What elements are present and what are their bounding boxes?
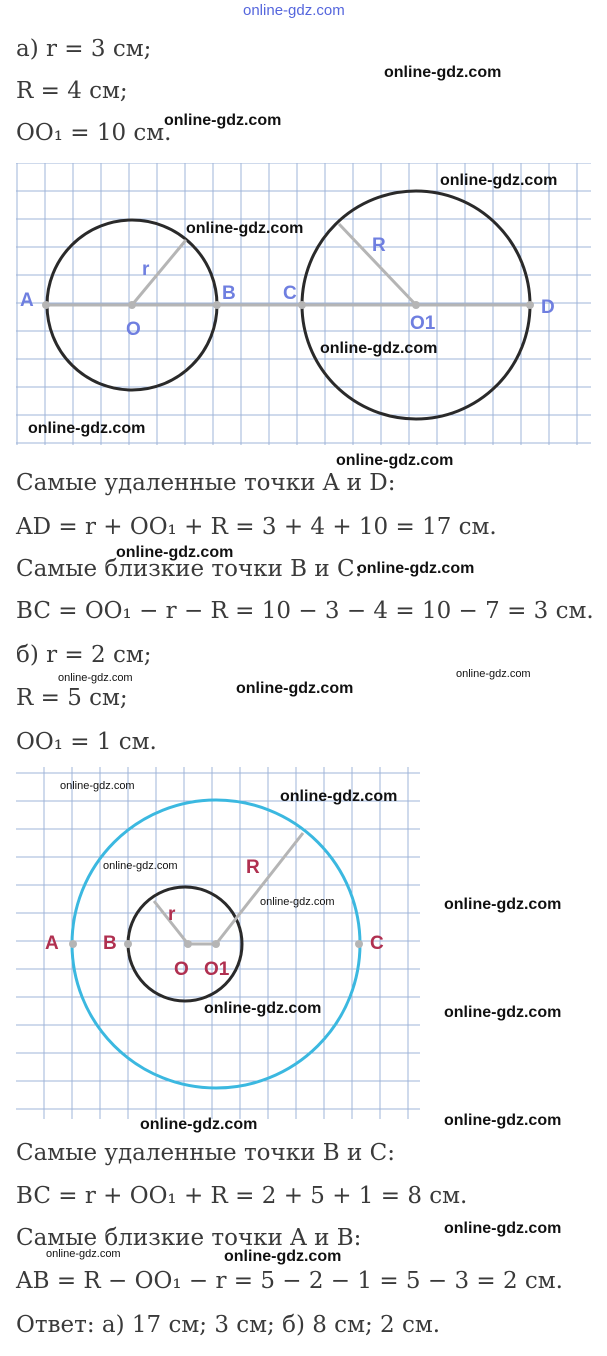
label-b-b: B — [103, 933, 117, 954]
part-b-far-equation: BC = r + OO₁ + R = 2 + 5 + 1 = 8 см. — [16, 1183, 468, 1209]
watermark: online-gdz.com — [260, 896, 335, 908]
watermark: online-gdz.com — [186, 220, 304, 237]
watermark: online-gdz.com — [224, 1248, 342, 1265]
label-o1: O1 — [410, 313, 436, 334]
diagram-b — [16, 767, 420, 1119]
point-b — [213, 301, 221, 309]
radius-R-b — [216, 833, 303, 944]
radius-r — [132, 240, 186, 305]
label-r: r — [142, 259, 150, 280]
point-a-b — [69, 940, 77, 948]
label-a: A — [20, 290, 34, 311]
answer: Ответ: а) 17 см; 3 см; б) 8 см; 2 см. — [16, 1312, 441, 1338]
watermark: online-gdz.com — [204, 1000, 322, 1017]
point-o1-b — [212, 940, 220, 948]
watermark: online-gdz.com — [444, 1112, 562, 1129]
label-a-b: A — [45, 933, 59, 954]
watermark: online-gdz.com — [336, 452, 454, 469]
watermark: online-gdz.com — [164, 112, 282, 129]
part-b-center-distance: OO₁ = 1 см. — [16, 729, 157, 755]
label-r-b: r — [168, 904, 176, 925]
part-a-center-distance: OO₁ = 10 см. — [16, 120, 172, 146]
watermark: online-gdz.com — [58, 672, 133, 684]
label-o1-b: O1 — [204, 959, 230, 980]
watermark: online-gdz.com — [236, 680, 354, 697]
point-o-b — [184, 940, 192, 948]
part-a-near-equation: BC = OO₁ − r − R = 10 − 3 − 4 = 10 − 7 = 3 см. — [16, 598, 594, 624]
part-b-radius-large: R = 5 см; — [16, 685, 128, 711]
label-R-b: R — [246, 857, 260, 878]
label-R: R — [372, 235, 386, 256]
point-d — [526, 301, 534, 309]
watermark: online-gdz.com — [320, 340, 438, 357]
part-b-near-points: Самые близкие точки A и B: — [16, 1225, 362, 1251]
watermark: online-gdz.com — [444, 1220, 562, 1237]
watermark: online-gdz.com — [140, 1116, 258, 1133]
part-b-radius-small: б) r = 2 см; — [16, 642, 152, 668]
part-a-far-points: Самые удаленные точки A и D: — [16, 470, 396, 496]
point-o — [128, 301, 136, 309]
part-a-far-equation: AD = r + OO₁ + R = 3 + 4 + 10 = 17 см. — [16, 514, 497, 540]
watermark: online-gdz.com — [357, 560, 475, 577]
watermark: online-gdz.com — [60, 780, 135, 792]
watermark: online-gdz.com — [456, 668, 531, 680]
watermark: online-gdz.com — [440, 172, 558, 189]
watermark: online-gdz.com — [280, 788, 398, 805]
watermark: online-gdz.com — [28, 420, 146, 437]
part-a-near-points: Самые близкие точки B и C: — [16, 556, 363, 582]
label-c: C — [283, 283, 297, 304]
point-b-b — [124, 940, 132, 948]
label-b: B — [222, 283, 236, 304]
watermark: online-gdz.com — [116, 544, 234, 561]
watermark: online-gdz.com — [46, 1248, 121, 1260]
label-o: O — [126, 319, 141, 340]
label-o-b: O — [174, 959, 189, 980]
part-b-far-points: Самые удаленные точки B и C: — [16, 1140, 395, 1166]
watermark-top: online-gdz.com — [243, 2, 345, 19]
point-c-b — [355, 940, 363, 948]
label-d: D — [541, 297, 555, 318]
watermark: online-gdz.com — [444, 896, 562, 913]
part-b-near-equation: AB = R − OO₁ − r = 5 − 2 − 1 = 5 − 3 = 2 см. — [16, 1268, 563, 1294]
point-a — [42, 301, 50, 309]
part-a-radius-small: а) r = 3 см; — [16, 36, 152, 62]
part-a-radius-large: R = 4 см; — [16, 78, 128, 104]
point-c — [298, 301, 306, 309]
point-o1 — [412, 301, 420, 309]
label-c-b: C — [370, 933, 384, 954]
watermark: online-gdz.com — [384, 64, 502, 81]
watermark: online-gdz.com — [444, 1004, 562, 1021]
watermark: online-gdz.com — [103, 860, 178, 872]
diagram-a — [16, 163, 591, 445]
